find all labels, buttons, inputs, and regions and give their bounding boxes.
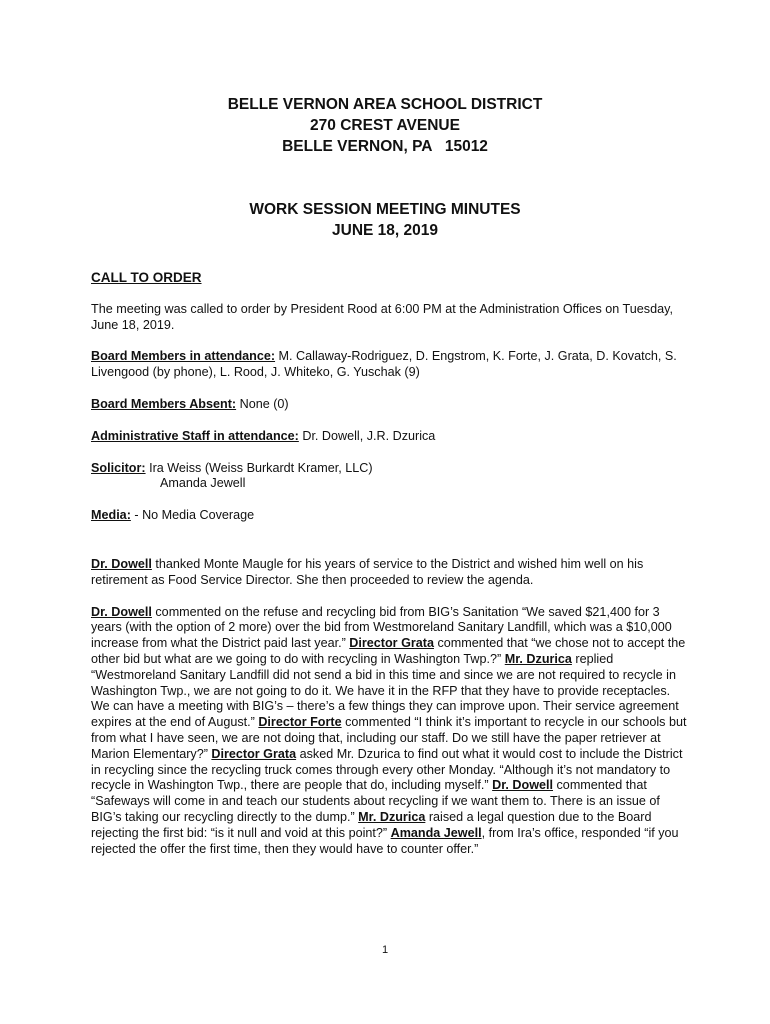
solicitor-line-2: Amanda Jewell bbox=[160, 476, 246, 491]
media bbox=[91, 508, 691, 524]
paragraph-text: commented that “Safeways will come in and teach our students about recycling if we want them to. There is an issue of BIG’s taking our recycling directly to the dump.” bbox=[91, 778, 660, 824]
speaker-name: Director Grata bbox=[349, 636, 434, 651]
district-street: 270 CREST AVENUE bbox=[310, 117, 460, 134]
paragraph-text: asked Mr. Dzurica to find out what it would cost to include the District in recycling since the recycling truck comes through every other Monday. “Although it’s not mandatory to recycle in Washington Twp., there are people that do, including myself.” bbox=[91, 746, 683, 793]
paragraph-text: commented that “we chose not to accept the other bid but what are we going to do with recycling in Washington Twp.?” bbox=[91, 636, 686, 666]
speaker-name: Mr. Dzurica bbox=[504, 651, 572, 666]
board-attendance-text: M. Callaway-Rodriguez, D. Engstrom, K. Forte, J. Grata, D. Kovatch, S. Livengood (by phone), L. Rood, J. Whiteko, G. Yuschak (9) bbox=[91, 349, 677, 380]
call-to-order-text: The meeting was called to order by President Rood at 6:00 PM at the Administration Offices on Tuesday, June 18, 2019. bbox=[91, 301, 673, 332]
board-absent bbox=[91, 397, 691, 413]
speaker-name: Director Grata bbox=[211, 746, 297, 761]
paragraph-recycling-discussion bbox=[91, 605, 691, 858]
paragraph-text: commented on the refuse and recycling bid from BIG’s Sanitation “We saved $21,400 for 3 years (with the option of 2 more) over the bid from Westmoreland Sanitary Landfill, which was a $10,000 increase from what the District paid last year.” bbox=[91, 604, 672, 651]
speaker-name: Dr. Dowell bbox=[91, 556, 152, 571]
speaker-name: Dr. Dowell bbox=[91, 604, 152, 619]
call-to-order-heading: CALL TO ORDER bbox=[91, 270, 202, 285]
staff-attendance bbox=[91, 429, 691, 445]
media-label: Media: bbox=[91, 508, 131, 523]
district-city: BELLE VERNON, PA 15012 bbox=[282, 138, 488, 155]
board-attendance-label: Board Members in attendance: bbox=[91, 349, 276, 364]
board-absent-text: None (0) bbox=[236, 396, 289, 411]
solicitor-label: Solicitor: bbox=[91, 460, 146, 475]
media-text: - No Media Coverage bbox=[130, 508, 255, 523]
district-name: BELLE VERNON AREA SCHOOL DISTRICT bbox=[227, 96, 543, 113]
paragraph-text: replied “Westmoreland Sanitary Landfill did not send a bid in this time and since we are not required to recycle in Washington Twp., we are not going to do it. We have it in the RFP that they have to provide receptacles. We can have a meeting with BIG’s – there’s a few things they can improve upon. Their service agreement expires at the end of August.” bbox=[91, 651, 679, 730]
staff-attendance-label: Administrative Staff in attendance: bbox=[91, 428, 299, 443]
title-line-1: WORK SESSION MEETING MINUTES bbox=[249, 201, 521, 218]
solicitor bbox=[91, 461, 691, 493]
board-absent-label: Board Members Absent: bbox=[91, 396, 237, 411]
paragraph-dowell-thanks bbox=[91, 557, 691, 589]
paragraph-text: raised a legal question due to the Board rejecting the first bid: “is it null and void at this point?” bbox=[91, 809, 652, 840]
speaker-name: Director Forte bbox=[258, 715, 342, 730]
page-number: 1 bbox=[381, 944, 389, 956]
speaker-name: Mr. Dzurica bbox=[358, 809, 426, 824]
title-date: JUNE 18, 2019 bbox=[332, 222, 438, 239]
speaker-name: Dr. Dowell bbox=[492, 778, 554, 793]
paragraph-text: commented “I think it’s important to recycle in our schools but from what I have seen, we are not doing that, including our staff. Do we still have the paper retriever at Marion Elementary?” bbox=[91, 715, 687, 761]
speaker-name: Amanda Jewell bbox=[390, 825, 482, 840]
paragraph-text: , from Ira’s office, responded “if you rejected the offer the first time, then they would have to counter offer.” bbox=[91, 825, 679, 856]
paragraph-text: thanked Monte Maugle for his years of service to the District and wished him well on his retirement as Food Service Director. She then proceeded to review the agenda. bbox=[91, 556, 644, 587]
document-title bbox=[0, 199, 770, 241]
minutes-body bbox=[91, 270, 691, 873]
staff-attendance-text: Dr. Dowell, J.R. Dzurica bbox=[298, 428, 436, 443]
district-header bbox=[0, 94, 770, 157]
solicitor-line-1: Ira Weiss (Weiss Burkardt Kramer, LLC) bbox=[145, 460, 373, 475]
board-attendance bbox=[91, 349, 691, 381]
spacer bbox=[91, 540, 691, 557]
